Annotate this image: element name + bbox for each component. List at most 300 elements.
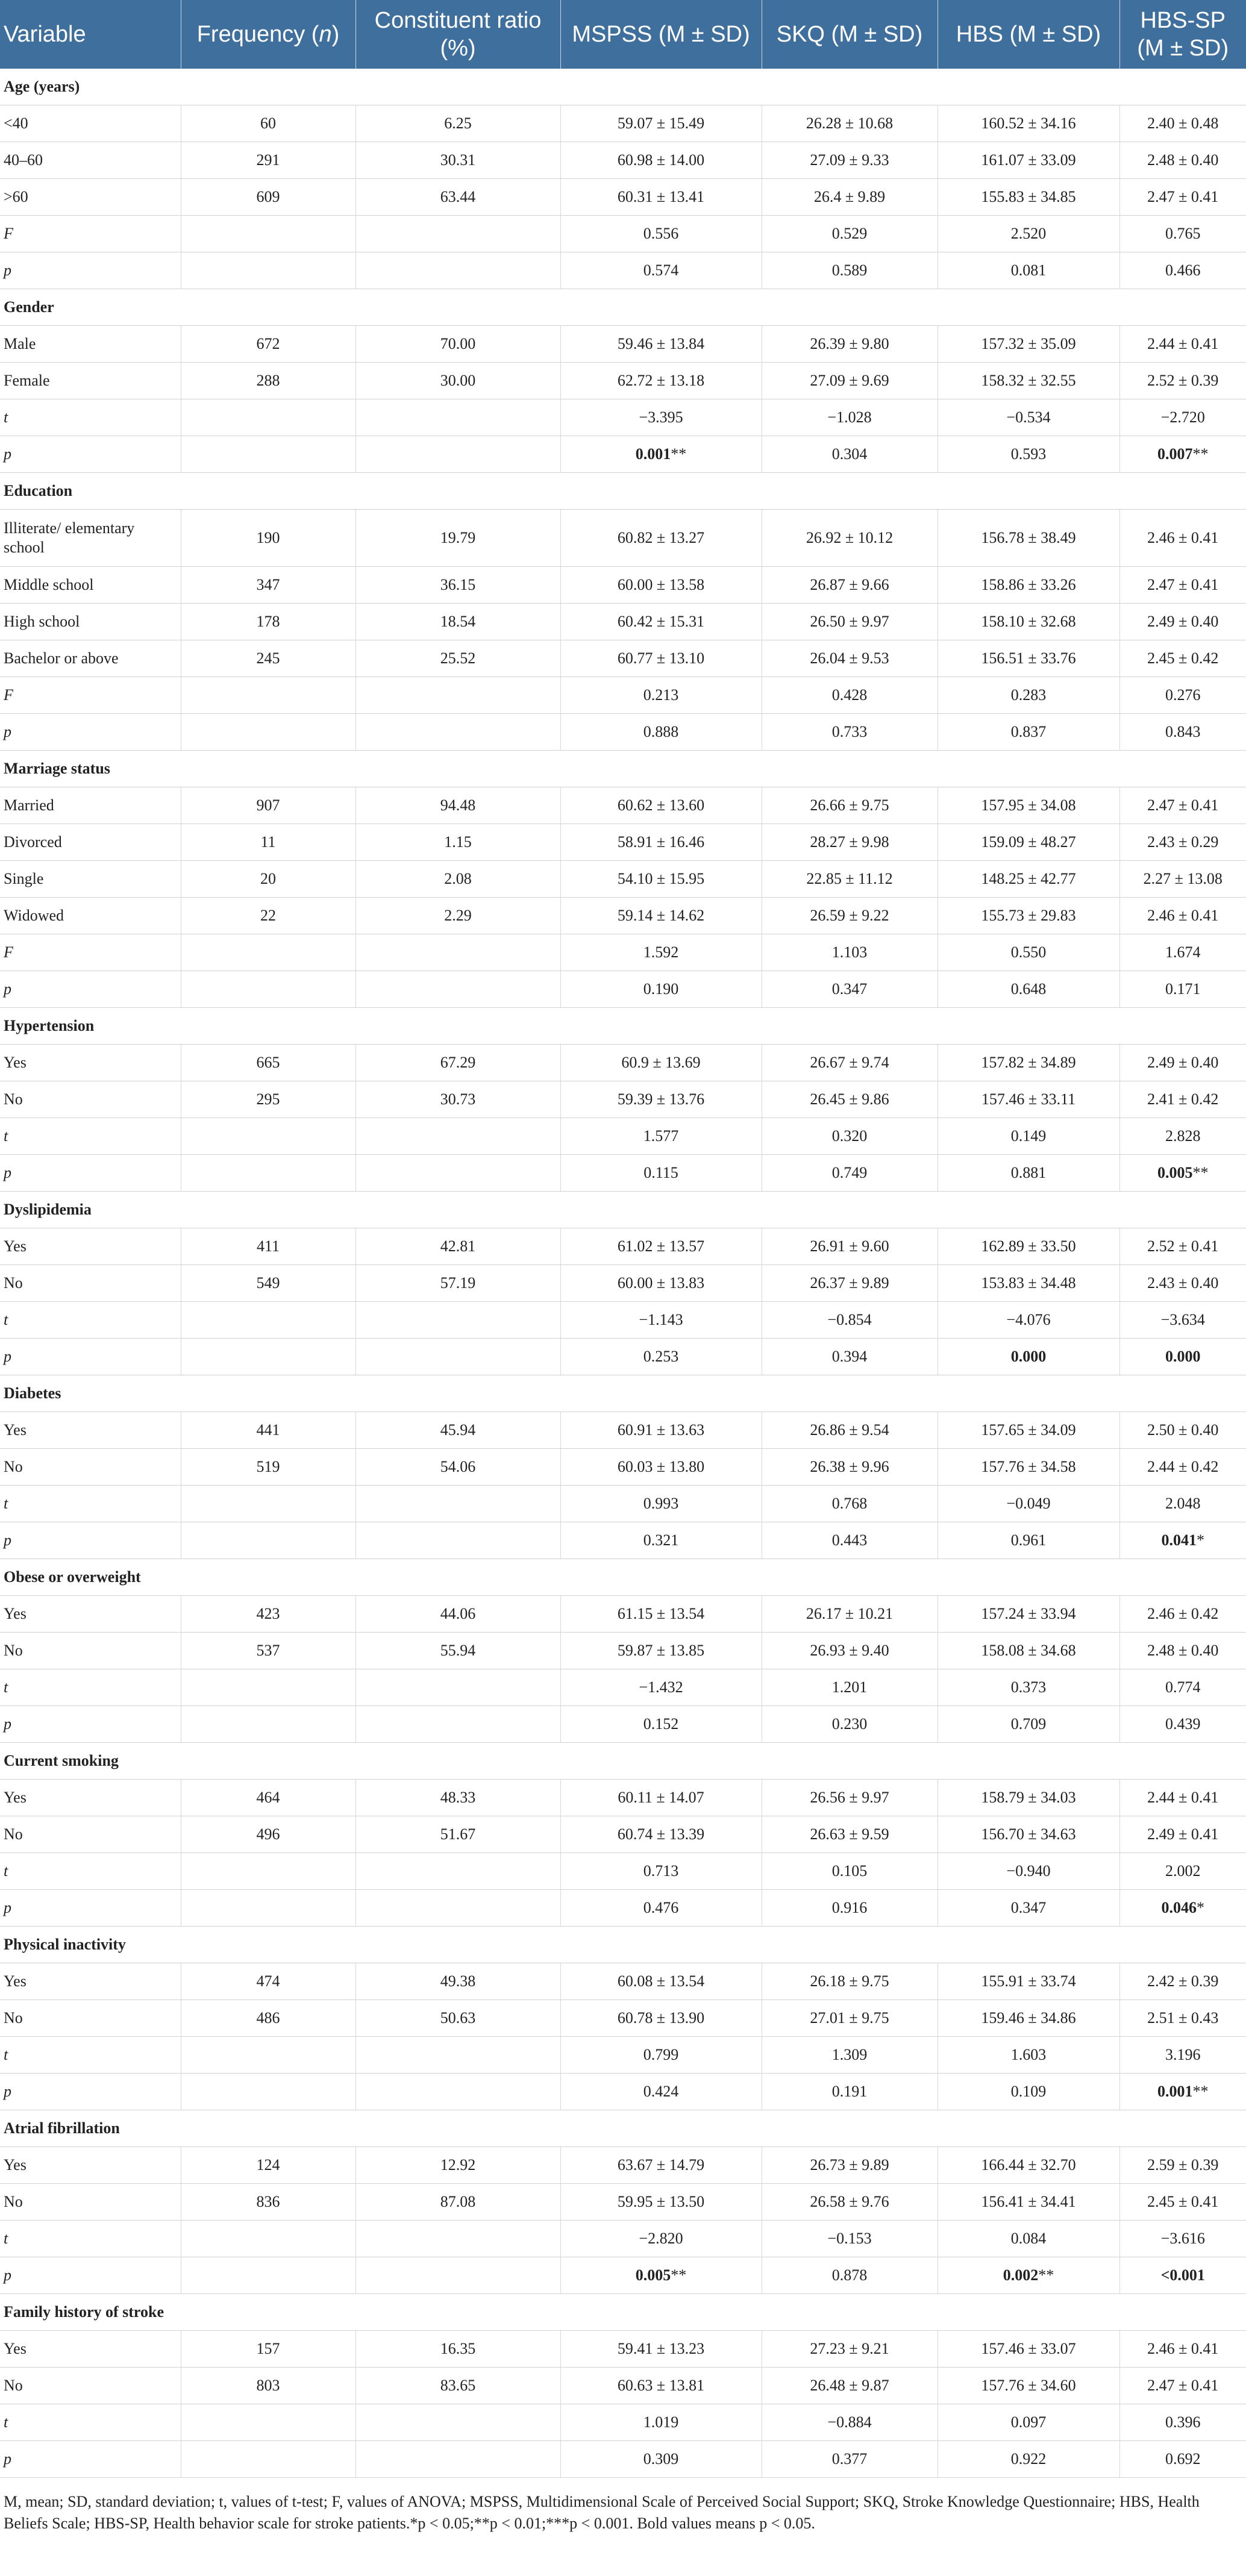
row-label: Male xyxy=(0,326,181,363)
table-cell: 2.47 ± 0.41 xyxy=(1119,567,1246,604)
table-cell: 0.396 xyxy=(1119,2404,1246,2441)
statistic-row xyxy=(0,1522,1246,1559)
table-cell: 70.00 xyxy=(355,326,560,363)
table-cell xyxy=(355,2074,560,2110)
table-cell xyxy=(355,971,560,1008)
row-label: No xyxy=(0,1816,181,1853)
table-cell: 2.27 ± 13.08 xyxy=(1119,861,1246,898)
column-header xyxy=(938,0,1119,69)
table-cell: 0.149 xyxy=(938,1118,1119,1155)
table-cell: 0.253 xyxy=(560,1339,762,1375)
table-cell xyxy=(355,216,560,252)
table-cell: 2.43 ± 0.29 xyxy=(1119,824,1246,861)
table-cell: 60.63 ± 13.81 xyxy=(560,2368,762,2404)
table-cell: 26.91 ± 9.60 xyxy=(762,1228,938,1265)
table-cell: 0.084 xyxy=(938,2221,1119,2257)
statistic-row xyxy=(0,1890,1246,1927)
table-cell: 26.59 ± 9.22 xyxy=(762,898,938,934)
cell-value: <0.001 xyxy=(1160,2266,1205,2284)
table-cell: 0.768 xyxy=(762,1486,938,1522)
table-cell xyxy=(355,2221,560,2257)
table-cell: 0.428 xyxy=(762,677,938,714)
table-cell xyxy=(181,2257,355,2294)
table-cell: 60.77 ± 13.10 xyxy=(560,640,762,677)
table-cell: 60.03 ± 13.80 xyxy=(560,1449,762,1486)
row-label: No xyxy=(0,2184,181,2221)
table-cell: 1.201 xyxy=(762,1669,938,1706)
table-cell: 2.42 ± 0.39 xyxy=(1119,1963,1246,2000)
table-cell: 0.304 xyxy=(762,436,938,473)
table-row xyxy=(0,1633,1246,1669)
row-label: Bachelor or above xyxy=(0,640,181,677)
statistic-row xyxy=(0,1853,1246,1890)
table-cell: 0.109 xyxy=(938,2074,1119,2110)
table-cell: 62.72 ± 13.18 xyxy=(560,363,762,399)
table-cell: 2.48 ± 0.40 xyxy=(1119,142,1246,179)
statistic-row xyxy=(0,2037,1246,2074)
table-cell: 245 xyxy=(181,640,355,677)
table-cell: 159.09 ± 48.27 xyxy=(938,824,1119,861)
table-cell xyxy=(355,1853,560,1890)
row-label: p xyxy=(0,1155,181,1192)
table-row xyxy=(0,1045,1246,1081)
row-label: No xyxy=(0,1265,181,1302)
table-cell: 0.837 xyxy=(938,714,1119,751)
statistic-row xyxy=(0,2441,1246,2478)
table-cell: 157.76 ± 34.60 xyxy=(938,2368,1119,2404)
table-cell: 0.424 xyxy=(560,2074,762,2110)
table-cell: 0.081 xyxy=(938,252,1119,289)
table-cell: 61.15 ± 13.54 xyxy=(560,1596,762,1633)
table-cell: 2.45 ± 0.41 xyxy=(1119,2184,1246,2221)
table-cell: 609 xyxy=(181,179,355,216)
table-cell: 30.73 xyxy=(355,1081,560,1118)
table-cell: 51.67 xyxy=(355,1816,560,1853)
row-label: Divorced xyxy=(0,824,181,861)
table-cell: 50.63 xyxy=(355,2000,560,2037)
table-cell: 22 xyxy=(181,898,355,934)
table-row xyxy=(0,2331,1246,2368)
table-cell: 2.43 ± 0.40 xyxy=(1119,1265,1246,1302)
significance-mark: ** xyxy=(671,2266,687,2284)
table-cell: 18.54 xyxy=(355,604,560,640)
section-row xyxy=(0,69,1246,105)
table-cell: 158.10 ± 32.68 xyxy=(938,604,1119,640)
row-label: <40 xyxy=(0,105,181,142)
cell-value: 0.001 xyxy=(1157,2083,1193,2100)
table-cell: 1.603 xyxy=(938,2037,1119,2074)
row-label: p xyxy=(0,1890,181,1927)
row-label: 40–60 xyxy=(0,142,181,179)
header-row xyxy=(0,0,1246,69)
section-title: Marriage status xyxy=(0,751,1246,787)
table-cell: 0.692 xyxy=(1119,2441,1246,2478)
section-row xyxy=(0,2110,1246,2147)
table-cell xyxy=(181,1706,355,1743)
table-cell: 60.82 ± 13.27 xyxy=(560,510,762,567)
table-cell: 0.443 xyxy=(762,1522,938,1559)
table-cell: 26.18 ± 9.75 xyxy=(762,1963,938,2000)
section-title: Age (years) xyxy=(0,69,1246,105)
row-label: F xyxy=(0,216,181,252)
table-cell xyxy=(181,2441,355,2478)
statistic-row xyxy=(0,714,1246,751)
table-cell: 162.89 ± 33.50 xyxy=(938,1228,1119,1265)
table-cell: 1.592 xyxy=(560,934,762,971)
table-cell xyxy=(181,2037,355,2074)
table-row xyxy=(0,1963,1246,2000)
table-cell: 0.320 xyxy=(762,1118,938,1155)
table-cell xyxy=(1119,2074,1246,2110)
table-cell xyxy=(355,1522,560,1559)
table-cell xyxy=(181,1890,355,1927)
table-cell: 156.70 ± 34.63 xyxy=(938,1816,1119,1853)
section-row xyxy=(0,289,1246,326)
row-label: No xyxy=(0,2000,181,2037)
table-cell: 0.115 xyxy=(560,1155,762,1192)
table-cell: 0.574 xyxy=(560,252,762,289)
table-cell: 25.52 xyxy=(355,640,560,677)
table-cell: −0.884 xyxy=(762,2404,938,2441)
table-cell: 60.08 ± 13.54 xyxy=(560,1963,762,2000)
column-header xyxy=(181,0,355,69)
statistic-row xyxy=(0,2404,1246,2441)
table-cell: 2.46 ± 0.41 xyxy=(1119,898,1246,934)
table-cell xyxy=(181,1339,355,1375)
table-row xyxy=(0,1412,1246,1449)
significance-mark: ** xyxy=(1192,1164,1209,1181)
table-body xyxy=(0,69,1246,2478)
table-cell: 178 xyxy=(181,604,355,640)
table-cell: 44.06 xyxy=(355,1596,560,1633)
cell-value: 0.046 xyxy=(1161,1899,1197,1916)
table-row xyxy=(0,1265,1246,1302)
table-cell: 2.47 ± 0.41 xyxy=(1119,2368,1246,2404)
row-label: Yes xyxy=(0,2147,181,2184)
table-row xyxy=(0,861,1246,898)
table-cell: 0.922 xyxy=(938,2441,1119,2478)
table-cell: 59.14 ± 14.62 xyxy=(560,898,762,934)
table-cell: 55.94 xyxy=(355,1633,560,1669)
column-header-text: Constituent ratio (%) xyxy=(374,8,542,61)
table-cell: 2.51 ± 0.43 xyxy=(1119,2000,1246,2037)
table-cell: 59.07 ± 15.49 xyxy=(560,105,762,142)
table-cell xyxy=(355,1302,560,1339)
table-cell xyxy=(181,1155,355,1192)
table-cell: 0.878 xyxy=(762,2257,938,2294)
table-cell: 0.466 xyxy=(1119,252,1246,289)
statistic-row xyxy=(0,934,1246,971)
table-cell: 474 xyxy=(181,1963,355,2000)
table-cell xyxy=(181,2074,355,2110)
table-cell: −3.634 xyxy=(1119,1302,1246,1339)
table-cell: 2.47 ± 0.41 xyxy=(1119,179,1246,216)
table-cell: −2.720 xyxy=(1119,399,1246,436)
table-cell: 54.06 xyxy=(355,1449,560,1486)
table-row xyxy=(0,567,1246,604)
table-cell: 30.31 xyxy=(355,142,560,179)
table-cell: 158.79 ± 34.03 xyxy=(938,1780,1119,1816)
table-cell: 496 xyxy=(181,1816,355,1853)
section-row xyxy=(0,1743,1246,1780)
row-label: p xyxy=(0,2441,181,2478)
table-cell: 60.00 ± 13.83 xyxy=(560,1265,762,1302)
table-cell: 157.46 ± 33.07 xyxy=(938,2331,1119,2368)
column-header-suffix: ) xyxy=(331,22,340,47)
table-cell: 48.33 xyxy=(355,1780,560,1816)
section-title: Obese or overweight xyxy=(0,1559,1246,1596)
table-cell: 166.44 ± 32.70 xyxy=(938,2147,1119,2184)
table-cell xyxy=(560,2257,762,2294)
section-row xyxy=(0,1559,1246,1596)
table-cell: 16.35 xyxy=(355,2331,560,2368)
table-cell: 148.25 ± 42.77 xyxy=(938,861,1119,898)
cell-value: 0.000 xyxy=(1165,1348,1201,1365)
row-label: p xyxy=(0,1522,181,1559)
table-row xyxy=(0,640,1246,677)
table-cell: 0.799 xyxy=(560,2037,762,2074)
table-cell: 49.38 xyxy=(355,1963,560,2000)
table-cell: 0.529 xyxy=(762,216,938,252)
table-cell: −0.854 xyxy=(762,1302,938,1339)
table-cell: 0.961 xyxy=(938,1522,1119,1559)
row-label: p xyxy=(0,2257,181,2294)
table-cell: 2.48 ± 0.40 xyxy=(1119,1633,1246,1669)
row-label: t xyxy=(0,1853,181,1890)
table-cell: 26.92 ± 10.12 xyxy=(762,510,938,567)
table-cell: 2.002 xyxy=(1119,1853,1246,1890)
statistic-row xyxy=(0,1706,1246,1743)
table-cell: 60.9 ± 13.69 xyxy=(560,1045,762,1081)
table-row xyxy=(0,2000,1246,2037)
table-cell: 36.15 xyxy=(355,567,560,604)
table-cell xyxy=(181,399,355,436)
row-label: t xyxy=(0,2404,181,2441)
table-cell: 0.439 xyxy=(1119,1706,1246,1743)
table-cell xyxy=(355,399,560,436)
table-cell: 11 xyxy=(181,824,355,861)
significance-mark: * xyxy=(1197,1531,1204,1549)
statistic-row xyxy=(0,1339,1246,1375)
table-cell: 26.56 ± 9.97 xyxy=(762,1780,938,1816)
table-cell: 2.44 ± 0.41 xyxy=(1119,1780,1246,1816)
table-cell: 26.39 ± 9.80 xyxy=(762,326,938,363)
table-cell: 0.347 xyxy=(762,971,938,1008)
table-cell xyxy=(181,2404,355,2441)
table-cell xyxy=(938,1339,1119,1375)
table-cell: 94.48 xyxy=(355,787,560,824)
table-cell: 411 xyxy=(181,1228,355,1265)
table-cell: 0.713 xyxy=(560,1853,762,1890)
column-header-text: HBS (M ± SD) xyxy=(956,22,1101,47)
table-cell: 155.73 ± 29.83 xyxy=(938,898,1119,934)
cell-value: 0.007 xyxy=(1157,445,1193,463)
table-cell: 26.38 ± 9.96 xyxy=(762,1449,938,1486)
table-cell: 157.95 ± 34.08 xyxy=(938,787,1119,824)
table-cell: 42.81 xyxy=(355,1228,560,1265)
section-row xyxy=(0,1008,1246,1045)
table-cell: 0.709 xyxy=(938,1706,1119,1743)
table-cell: 26.48 ± 9.87 xyxy=(762,2368,938,2404)
table-cell xyxy=(181,1669,355,1706)
table-cell: 0.283 xyxy=(938,677,1119,714)
statistic-row xyxy=(0,216,1246,252)
table-cell xyxy=(181,436,355,473)
table-cell: 0.394 xyxy=(762,1339,938,1375)
table-cell: 1.577 xyxy=(560,1118,762,1155)
table-cell: 26.73 ± 9.89 xyxy=(762,2147,938,2184)
table-cell: 0.774 xyxy=(1119,1669,1246,1706)
column-header-text: HBS-SP (M ± SD) xyxy=(1137,8,1229,61)
table-cell: 190 xyxy=(181,510,355,567)
table-cell: 155.83 ± 34.85 xyxy=(938,179,1119,216)
table-cell xyxy=(355,252,560,289)
table-cell xyxy=(355,2441,560,2478)
section-title: Atrial fibrillation xyxy=(0,2110,1246,2147)
table-cell: 155.91 ± 33.74 xyxy=(938,1963,1119,2000)
table-cell: 288 xyxy=(181,363,355,399)
table-cell: 2.46 ± 0.41 xyxy=(1119,2331,1246,2368)
table-cell: 60.91 ± 13.63 xyxy=(560,1412,762,1449)
section-row xyxy=(0,1927,1246,1963)
table-cell: 0.749 xyxy=(762,1155,938,1192)
table-cell: 2.29 xyxy=(355,898,560,934)
table-cell: 159.46 ± 34.86 xyxy=(938,2000,1119,2037)
table-cell xyxy=(181,971,355,1008)
row-label: Yes xyxy=(0,1780,181,1816)
table-cell: 22.85 ± 11.12 xyxy=(762,861,938,898)
table-row xyxy=(0,510,1246,567)
column-header-text: Frequency ( xyxy=(196,22,319,47)
table-row xyxy=(0,604,1246,640)
row-label: p xyxy=(0,436,181,473)
table-cell: 157 xyxy=(181,2331,355,2368)
significance-mark: ** xyxy=(1192,2083,1209,2100)
table-cell: 60.00 ± 13.58 xyxy=(560,567,762,604)
table-cell: 0.276 xyxy=(1119,677,1246,714)
column-header-text: SKQ (M ± SD) xyxy=(776,22,923,47)
cell-value: 0.000 xyxy=(1010,1348,1047,1365)
table-cell: 45.94 xyxy=(355,1412,560,1449)
table-cell xyxy=(560,436,762,473)
table-cell xyxy=(355,1155,560,1192)
table-cell: 2.828 xyxy=(1119,1118,1246,1155)
table-cell: −1.432 xyxy=(560,1669,762,1706)
table-cell xyxy=(355,1486,560,1522)
table-cell: −0.534 xyxy=(938,399,1119,436)
row-label: No xyxy=(0,2368,181,2404)
table-cell: 26.93 ± 9.40 xyxy=(762,1633,938,1669)
table-cell: 0.993 xyxy=(560,1486,762,1522)
table-cell: 1.019 xyxy=(560,2404,762,2441)
table-cell: 1.103 xyxy=(762,934,938,971)
row-label: Yes xyxy=(0,1596,181,1633)
table-cell: 0.373 xyxy=(938,1669,1119,1706)
table-row xyxy=(0,1081,1246,1118)
table-cell: −4.076 xyxy=(938,1302,1119,1339)
statistic-row xyxy=(0,971,1246,1008)
table-cell: 58.91 ± 16.46 xyxy=(560,824,762,861)
cell-value: 0.001 xyxy=(635,445,671,463)
table-cell: 836 xyxy=(181,2184,355,2221)
table-cell xyxy=(181,2221,355,2257)
section-title: Family history of stroke xyxy=(0,2294,1246,2331)
column-header xyxy=(560,0,762,69)
table-cell: 2.49 ± 0.40 xyxy=(1119,1045,1246,1081)
row-label: Female xyxy=(0,363,181,399)
row-label: Single xyxy=(0,861,181,898)
table-cell: 6.25 xyxy=(355,105,560,142)
column-header-italic: n xyxy=(319,22,332,47)
table-cell: 83.65 xyxy=(355,2368,560,2404)
table-footnote: M, mean; SD, standard deviation; t, values of t-test; F, values of ANOVA; MSPSS, Multidimensional Scale of Perceived Social Support; SKQ, Stroke Knowledge Questionnaire; HBS, Health Beliefs Scale; HBS-SP, Health behavior scale for stroke patients.*p < 0.05;**p < 0.01;***p < 0.001. Bold values means p < 0.05. xyxy=(4,2493,1200,2532)
row-label: p xyxy=(0,971,181,1008)
table-cell xyxy=(181,1118,355,1155)
table-cell xyxy=(181,1522,355,1559)
table-cell: 0.888 xyxy=(560,714,762,751)
table-cell: 160.52 ± 34.16 xyxy=(938,105,1119,142)
row-label: Married xyxy=(0,787,181,824)
table-cell xyxy=(938,2257,1119,2294)
table-cell: 0.347 xyxy=(938,1890,1119,1927)
table-cell xyxy=(1119,436,1246,473)
table-cell: −0.049 xyxy=(938,1486,1119,1522)
row-label: Yes xyxy=(0,1228,181,1265)
row-label: p xyxy=(0,1706,181,1743)
table-cell: 2.44 ± 0.41 xyxy=(1119,326,1246,363)
statistic-row xyxy=(0,2074,1246,2110)
table-cell: 0.550 xyxy=(938,934,1119,971)
row-label: p xyxy=(0,2074,181,2110)
table-cell: 537 xyxy=(181,1633,355,1669)
table-cell: 2.46 ± 0.41 xyxy=(1119,510,1246,567)
statistic-row xyxy=(0,1486,1246,1522)
table-row xyxy=(0,363,1246,399)
row-label: Middle school xyxy=(0,567,181,604)
table-cell: 67.29 xyxy=(355,1045,560,1081)
row-label: Yes xyxy=(0,2331,181,2368)
table-cell: 26.45 ± 9.86 xyxy=(762,1081,938,1118)
table-cell xyxy=(181,1853,355,1890)
table-cell: 0.213 xyxy=(560,677,762,714)
cell-value: 0.002 xyxy=(1003,2266,1039,2284)
table-row xyxy=(0,2368,1246,2404)
table-cell: 0.152 xyxy=(560,1706,762,1743)
row-label: t xyxy=(0,2221,181,2257)
table-cell: −0.940 xyxy=(938,1853,1119,1890)
statistic-row xyxy=(0,1302,1246,1339)
table-cell: 27.01 ± 9.75 xyxy=(762,2000,938,2037)
table-cell: 2.40 ± 0.48 xyxy=(1119,105,1246,142)
row-label: Yes xyxy=(0,1963,181,2000)
table-cell: 26.87 ± 9.66 xyxy=(762,567,938,604)
table-cell: 60.74 ± 13.39 xyxy=(560,1816,762,1853)
table-cell: 60.98 ± 14.00 xyxy=(560,142,762,179)
statistic-row xyxy=(0,1155,1246,1192)
table-cell: 0.309 xyxy=(560,2441,762,2478)
table-cell xyxy=(181,1302,355,1339)
statistic-row xyxy=(0,1118,1246,1155)
table-cell: 1.674 xyxy=(1119,934,1246,971)
table-cell: 2.520 xyxy=(938,216,1119,252)
row-label: No xyxy=(0,1633,181,1669)
significance-mark: ** xyxy=(1192,445,1209,463)
statistic-row xyxy=(0,2221,1246,2257)
table-cell xyxy=(181,677,355,714)
cell-value: 0.005 xyxy=(635,2266,671,2284)
column-header-text: MSPSS (M ± SD) xyxy=(572,22,750,47)
table-cell: 1.309 xyxy=(762,2037,938,2074)
